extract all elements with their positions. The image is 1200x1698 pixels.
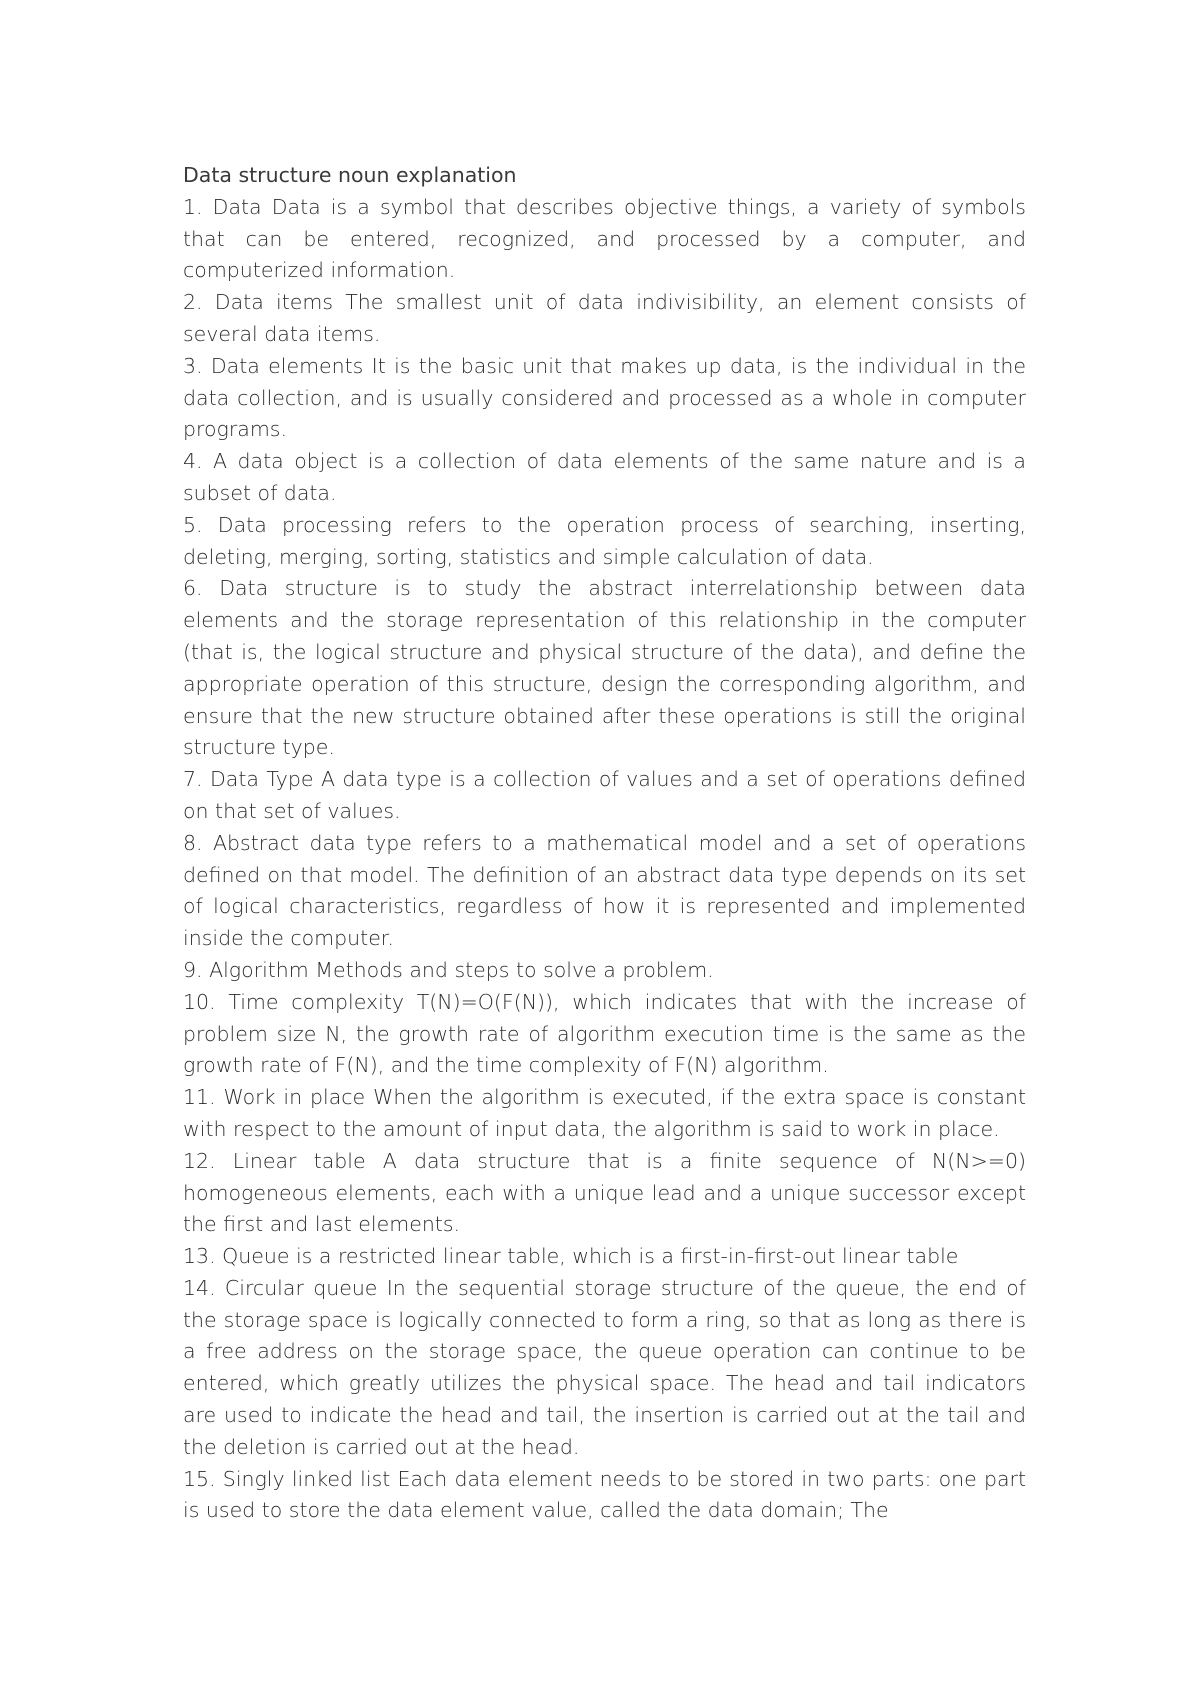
entry-14: 14. Circular queue In the sequential storage structure of the queue, the end of the storage space is logically connected to form a ring, so that as long as there is a free address on the storage space, the queue operation can continue to be entered, which greatly utilizes the physical space. The head and tail indicators are used to indicate the head and tail, the insertion is carried out at the tail and the deletion is carried out at the head.: [183, 1275, 1026, 1459]
document-title: Data structure noun explanation: [183, 163, 517, 187]
entry-11: 11. Work in place When the algorithm is executed, if the extra space is constant with respect to the amount of input data, the algorithm is said to work in place.: [183, 1085, 1026, 1141]
entry-8: 8. Abstract data type refers to a mathematical model and a set of operations defined on that model. The definition of an abstract data type depends on its set of logical characteristics, regardless of how it is represented and implemented inside the computer.: [183, 830, 1026, 951]
document-body: [183, 160, 1026, 1527]
entry-13: 13. Queue is a restricted linear table, which is a first-in-first-out linear table: [183, 1244, 959, 1269]
entry-3: 3. Data elements It is the basic unit that makes up data, is the individual in the data collection, and is usually considered and processed as a whole in computer programs.: [183, 353, 1026, 442]
entry-9: 9. Algorithm Methods and steps to solve a problem.: [183, 957, 714, 982]
entry-4: 4. A data object is a collection of data elements of the same nature and is a subset of data.: [183, 449, 1026, 505]
entry-5: 5. Data processing refers to the operation process of searching, inserting, deleting, merging, sorting, statistics and simple calculation of data.: [183, 512, 1026, 569]
entry-12: 12. Linear table A data structure that is a finite sequence of N(N>=0) homogeneous elements, each with a unique lead and a unique successor except the first and last elements.: [183, 1148, 1026, 1237]
entry-7: 7. Data Type A data type is a collection of values and a set of operations defined on that set of values.: [183, 767, 1026, 823]
entry-15: 15. Singly linked list Each data element needs to be stored in two parts: one part is used to store the data element value, called the data domain; The: [183, 1466, 1026, 1523]
entry-1: 1. Data Data is a symbol that describes objective things, a variety of symbols that can be entered, recognized, and processed by a computer, and computerized information.: [183, 194, 1026, 283]
entry-2: 2. Data items The smallest unit of data indivisibility, an element consists of several data items.: [183, 290, 1026, 346]
entry-6: 6. Data structure is to study the abstract interrelationship between data elements and the storage representation of this relationship in the computer (that is, the logical structure and physical structure of the data), and define the appropriate operation of this structure, design the corresponding algorithm, and ensure that the new structure obtained after these operations is still the original structure type.: [183, 576, 1026, 760]
entry-10: 10. Time complexity T(N)=O(F(N)), which indicates that with the increase of problem size N, the growth rate of algorithm execution time is the same as the growth rate of F(N), and the time complexity of F(N) algorithm.: [183, 989, 1026, 1078]
